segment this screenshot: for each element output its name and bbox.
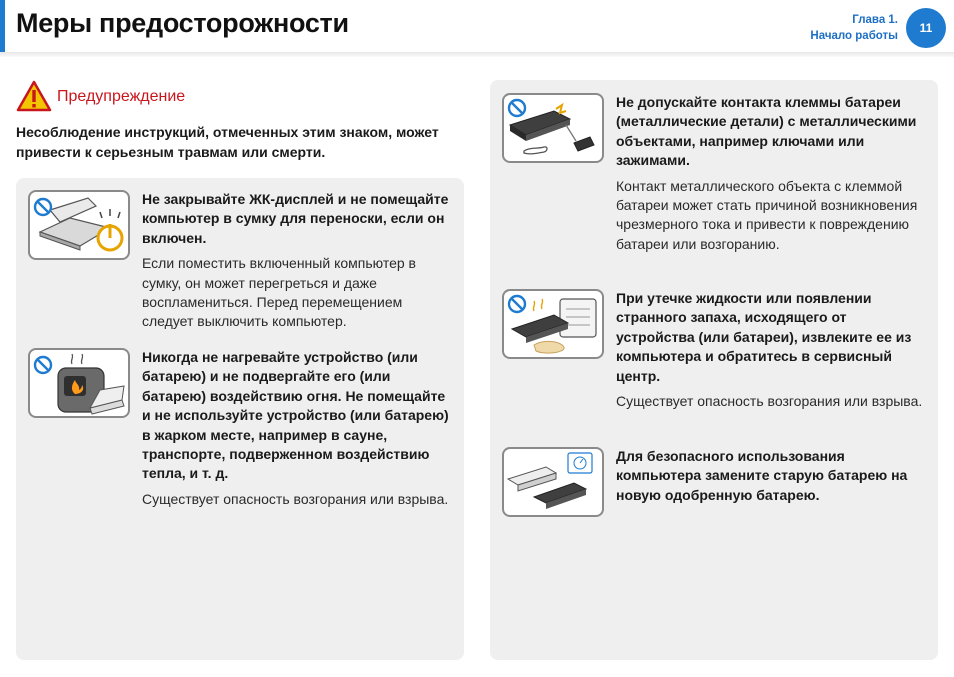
warning-label: Предупреждение [57,88,186,105]
header-divider [0,52,954,57]
battery-metal-contact-icon [502,93,604,163]
safety-item-text [142,348,452,509]
safety-item-title: Не допускайте контакта клеммы батареи (металлические детали) с металлическими объектами, например ключами или зажимами. [616,94,917,169]
safety-item-title: Не закрывайте ЖК-дисплей и не помещайте компьютер в сумку для переноски, если он включен. [142,191,449,246]
chapter-number: Глава 1. [852,14,898,26]
safety-item-text [616,93,926,254]
safety-item-description: Если поместить включенный компьютер в сумку, он может перегреться и даже воспламениться. Перед перемещением следует выключить компьютер. [142,255,416,330]
safety-item-text [616,447,926,505]
battery-replace-icon [502,447,604,517]
left-panel [16,178,464,660]
header-accent-bar [0,0,5,52]
safety-item-text [142,190,452,332]
safety-item-text [616,289,926,411]
page-title: Меры предосторожности [16,8,349,38]
safety-item-description: Существует опасность возгорания или взрыва. [616,393,923,410]
safety-item-description: Контакт металлического объекта с клеммой батареи может стать причиной возникновения чрезмерного тока и привести к повреждению батареи или возгоранию. [616,177,918,252]
safety-item-description: Существует опасность возгорания или взрыва. [142,490,449,507]
laptop-power-on-icon [28,190,130,260]
safety-item-title: При утечке жидкости или появлении странного запаха, исходящего от устройства (или батареи), извлеките ее из компьютера и обратитесь в сервисный центр. [616,290,912,384]
safety-item-title: Никогда не нагревайте устройство (или батарею) и не подвергайте его (или батарею) воздействию огня. Не помещайте и не используйте устройство (или батарею) в жарком месте, например в сауне, транспорте, подверженном воздействию тепла, и т. д. [142,349,449,482]
page-number-badge: 11 [906,8,946,48]
chapter-label [810,12,898,44]
warning-triangle-icon [16,80,52,112]
chapter-name: Начало работы [810,30,898,42]
warning-description: Несоблюдение инструкций, отмеченных этим знаком, может привести к серьезным травмам или смерти. [16,124,439,160]
safety-item-title: Для безопасного использования компьютера замените старую батарею на новую одобренную батарею. [616,448,908,503]
heater-fire-icon [28,348,130,418]
battery-leak-icon [502,289,604,359]
right-panel [490,80,938,660]
